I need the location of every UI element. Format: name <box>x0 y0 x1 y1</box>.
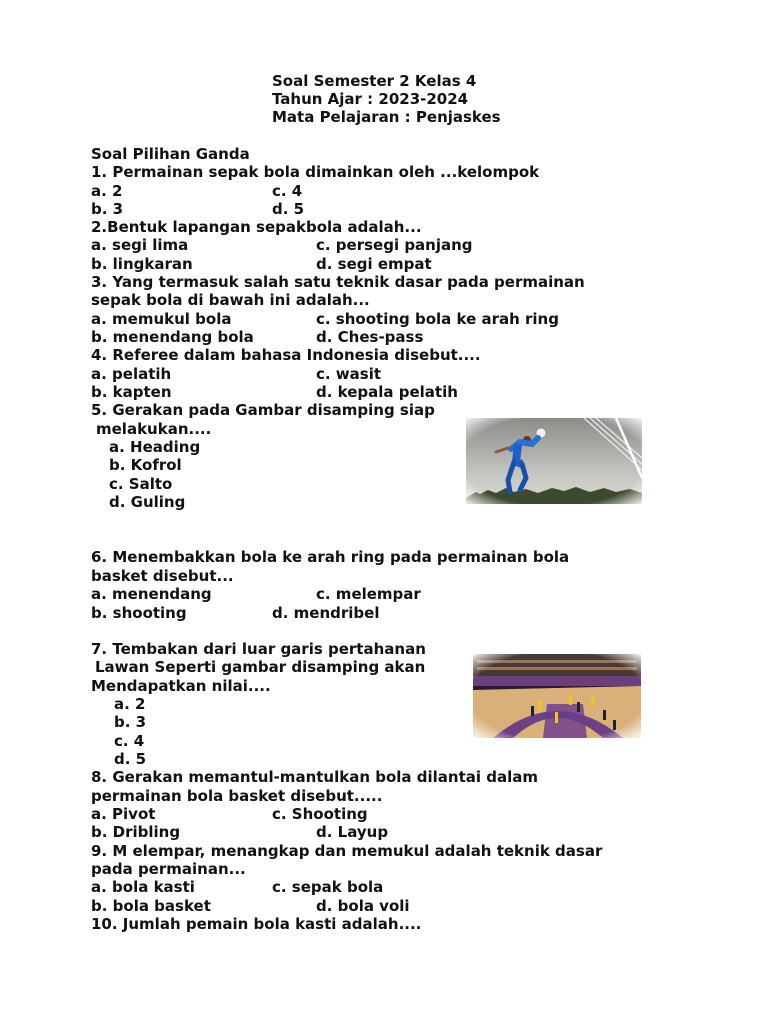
q5-option-c: c. Salto <box>109 475 173 493</box>
q7-option-c: c. 4 <box>114 732 145 750</box>
basketball-photo <box>473 654 641 738</box>
q3-option-a: a. memukul bola <box>91 310 232 328</box>
q4-option-b: b. kapten <box>91 383 172 401</box>
q3-option-b: b. menendang bola <box>91 328 254 346</box>
q3-text-line1: 3. Yang termasuk salah satu teknik dasar pada permainan <box>91 273 585 291</box>
q1-option-a: a. 2 <box>91 182 123 200</box>
q6-option-b: b. shooting <box>91 604 187 622</box>
q3-text-line2: sepak bola di bawah ini adalah... <box>91 291 370 309</box>
q6-text-line1: 6. Menembakkan bola ke arah ring pada permainan bola <box>91 548 570 566</box>
header-subject: Mata Pelajaran : Penjaskes <box>272 108 501 126</box>
q2-option-b: b. lingkaran <box>91 255 193 273</box>
q8-option-b: b. Dribling <box>91 823 181 841</box>
q5-option-b: b. Kofrol <box>109 456 182 474</box>
q5-text-line2: melakukan.... <box>96 420 212 438</box>
q4-option-d: d. kepala pelatih <box>316 383 458 401</box>
q7-option-a: a. 2 <box>114 695 146 713</box>
q4-option-c: c. wasit <box>316 365 382 383</box>
q4-option-a: a. pelatih <box>91 365 172 383</box>
q7-option-d: d. 5 <box>114 750 147 768</box>
q9-option-b: b. bola basket <box>91 897 211 915</box>
header-title: Soal Semester 2 Kelas 4 <box>272 72 477 90</box>
q8-option-a: a. Pivot <box>91 805 156 823</box>
q1-option-b: b. 3 <box>91 200 124 218</box>
q3-option-d: d. Ches-pass <box>316 328 424 346</box>
q1-text: 1. Permainan sepak bola dimainkan oleh ...kelompok <box>91 163 540 181</box>
q8-text-line2: permainan bola basket disebut..... <box>91 787 383 805</box>
q4-text: 4. Referee dalam bahasa Indonesia disebut.... <box>91 346 481 364</box>
q9-text-line2: pada permainan... <box>91 860 246 878</box>
q2-option-d: d. segi empat <box>316 255 432 273</box>
q7-text-line1: 7. Tembakan dari luar garis pertahanan <box>91 640 426 658</box>
q10-text: 10. Jumlah pemain bola kasti adalah.... <box>91 915 422 933</box>
q8-option-d: d. Layup <box>316 823 389 841</box>
q9-option-c: c. sepak bola <box>272 878 384 896</box>
section-title: Soal Pilihan Ganda <box>91 145 250 163</box>
q7-text-line3: Mendapatkan nilai.... <box>91 677 271 695</box>
q5-option-a: a. Heading <box>109 438 201 456</box>
q6-option-a: a. menendang <box>91 585 212 603</box>
q3-option-c: c. shooting bola ke arah ring <box>316 310 559 328</box>
q9-option-a: a. bola kasti <box>91 878 195 896</box>
q2-option-a: a. segi lima <box>91 236 189 254</box>
q5-text-line1: 5. Gerakan pada Gambar disamping siap <box>91 401 435 419</box>
q9-text-line1: 9. M elempar, menangkap dan memukul adalah teknik dasar <box>91 842 603 860</box>
q1-option-d: d. 5 <box>272 200 305 218</box>
soccer-heading-photo <box>466 418 642 504</box>
q8-option-c: c. Shooting <box>272 805 368 823</box>
q2-option-c: c. persegi panjang <box>316 236 473 254</box>
q6-option-c: c. melempar <box>316 585 421 603</box>
q6-option-d: d. mendribel <box>272 604 380 622</box>
q9-option-d: d. bola voli <box>316 897 410 915</box>
q7-option-b: b. 3 <box>114 713 147 731</box>
q8-text-line1: 8. Gerakan memantul-mantulkan bola dilantai dalam <box>91 768 538 786</box>
q1-option-c: c. 4 <box>272 182 303 200</box>
q2-text: 2.Bentuk lapangan sepakbola adalah... <box>91 218 422 236</box>
header-year: Tahun Ajar : 2023-2024 <box>272 90 469 108</box>
q5-option-d: d. Guling <box>109 493 186 511</box>
q7-text-line2: Lawan Seperti gambar disamping akan <box>95 658 426 676</box>
q6-text-line2: basket disebut... <box>91 567 234 585</box>
